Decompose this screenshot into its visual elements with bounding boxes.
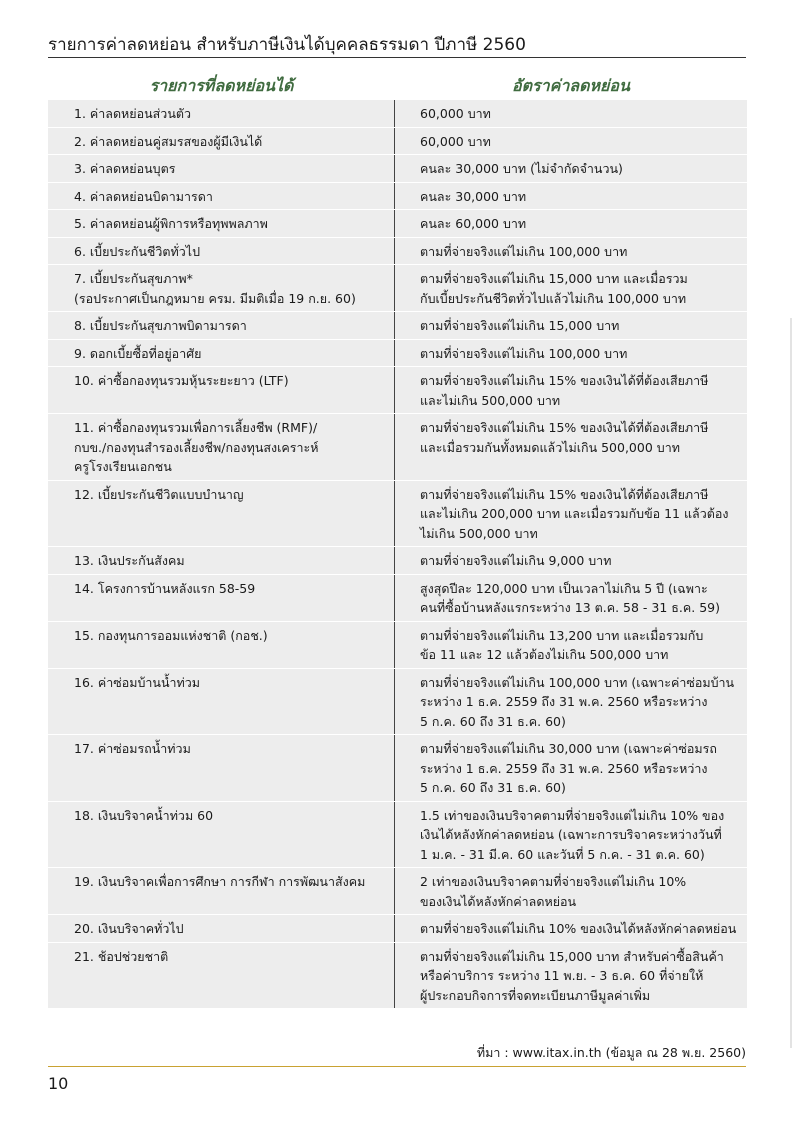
- rate-line: ตามที่จ่ายจริงแต่ไม่เกิน 15,000 บาท: [420, 318, 620, 333]
- rate-line: ตามที่จ่ายจริงแต่ไม่เกิน 15,000 บาท และเมื่อรวม: [420, 271, 688, 286]
- rate-line: เงินได้หลังหักค่าลดหย่อน (เฉพาะการบริจาคระหว่างวันที่: [420, 827, 722, 842]
- deduction-rate: [395, 100, 747, 127]
- item-line: 8. เบี้ยประกันสุขภาพบิดามารดา: [74, 318, 247, 333]
- rate-line: ข้อ 11 และ 12 แล้วต้องไม่เกิน 500,000 บาท: [420, 647, 669, 662]
- rate-line: ไม่เกิน 500,000 บาท: [420, 525, 538, 541]
- deduction-item: [48, 367, 395, 413]
- deduction-item: [48, 669, 395, 735]
- item-line: 5. ค่าลดหย่อนผู้พิการหรือทุพพลภาพ: [74, 216, 268, 231]
- deduction-rate: [395, 915, 747, 942]
- table-row: [48, 265, 747, 312]
- deduction-item: [48, 155, 395, 182]
- deduction-item: [48, 915, 395, 942]
- item-line: 11. ค่าซื้อกองทุนรวมเพื่อการเลี้ยงชีพ (RMF)/: [74, 420, 318, 435]
- item-line: 18. เงินบริจาคน้ำท่วม 60: [74, 807, 214, 823]
- rate-line: 1.5 เท่าของเงินบริจาคตามที่จ่ายจริงแต่ไม่เกิน 10% ของ: [420, 807, 725, 823]
- rate-line: 60,000 บาท: [420, 133, 491, 149]
- table-row: [48, 575, 747, 622]
- rate-line: ผู้ประกอบกิจการที่จดทะเบียนภาษีมูลค่าเพิ่ม: [420, 987, 651, 1003]
- rate-line: คนละ 60,000 บาท: [420, 216, 527, 231]
- item-line: 2. ค่าลดหย่อนคู่สมรสของผู้มีเงินได้: [74, 133, 263, 149]
- deduction-item: [48, 735, 395, 801]
- deduction-rate: [395, 238, 747, 265]
- item-line: 16. ค่าซ่อมบ้านน้ำท่วม: [74, 674, 201, 690]
- deduction-rate: [395, 735, 747, 801]
- deduction-rate: [395, 622, 747, 668]
- rate-line: กับเบี้ยประกันชีวิตทั่วไปแล้วไม่เกิน 100,000 บาท: [420, 290, 687, 306]
- table-row: [48, 128, 747, 156]
- deduction-rate: [395, 943, 747, 1009]
- item-line: ครูโรงเรียนเอกชน: [74, 459, 172, 474]
- rate-line: และไม่เกิน 200,000 บาท และเมื่อรวมกับข้อ 11 แล้วต้อง: [420, 506, 729, 521]
- rate-line: ตามที่จ่ายจริงแต่ไม่เกิน 100,000 บาท: [420, 345, 628, 361]
- deduction-item: [48, 183, 395, 210]
- rate-line: คนละ 30,000 บาท (ไม่จำกัดจำนวน): [420, 161, 623, 176]
- deduction-rate: [395, 210, 747, 237]
- deduction-rate: [395, 868, 747, 914]
- table-row: [48, 481, 747, 548]
- item-line: 13. เงินประกันสังคม: [74, 553, 185, 568]
- rate-line: และเมื่อรวมกันทั้งหมดแล้วไม่เกิน 500,000 บาท: [420, 439, 680, 455]
- header-deduction-rate: อัตราค่าลดหย่อน: [512, 76, 630, 95]
- rate-line: ระหว่าง 1 ธ.ค. 2559 ถึง 31 พ.ค. 2560 หรือระหว่าง: [420, 694, 708, 709]
- rate-line: ของเงินได้หลังหักค่าลดหย่อน: [420, 893, 577, 909]
- deduction-rate: [395, 183, 747, 210]
- rate-line: 5 ก.ค. 60 ถึง 31 ธ.ค. 60): [420, 780, 566, 795]
- source-note: ที่มา : www.itax.in.th (ข้อมูล ณ 28 พ.ย. 2560): [476, 1045, 746, 1060]
- table-row: [48, 735, 747, 802]
- rate-line: คนละ 30,000 บาท: [420, 188, 527, 204]
- deduction-rate: [395, 481, 747, 547]
- table-row: [48, 669, 747, 736]
- item-line: 12. เบี้ยประกันชีวิตแบบบำนาญ: [74, 486, 244, 502]
- deduction-rate: [395, 414, 747, 480]
- deduction-rate: [395, 367, 747, 413]
- table-row: [48, 210, 747, 238]
- rate-line: ตามที่จ่ายจริงแต่ไม่เกิน 100,000 บาท (เฉพาะค่าซ่อมบ้าน: [420, 674, 735, 690]
- table-row: [48, 312, 747, 340]
- table-row: [48, 155, 747, 183]
- item-line: กบข./กองทุนสำรองเลี้ยงชีพ/กองทุนสงเคราะห์: [74, 439, 319, 455]
- rate-line: คนที่ซื้อบ้านหลังแรกระหว่าง 13 ต.ค. 58 - 31 ธ.ค. 59): [420, 600, 720, 615]
- deduction-table: [48, 72, 747, 1009]
- rate-line: ตามที่จ่ายจริงแต่ไม่เกิน 15% ของเงินได้ที่ต้องเสียภาษี: [420, 420, 709, 435]
- rate-line: ตามที่จ่ายจริงแต่ไม่เกิน 9,000 บาท: [420, 553, 612, 568]
- rate-line: ตามที่จ่ายจริงแต่ไม่เกิน 15,000 บาท สำหรับค่าซื้อสินค้า: [420, 948, 724, 964]
- deduction-item: [48, 868, 395, 914]
- deduction-item: [48, 481, 395, 547]
- table-row: [48, 238, 747, 266]
- table-row: [48, 367, 747, 414]
- table-row: [48, 622, 747, 669]
- deduction-rate: [395, 340, 747, 367]
- item-line: 10. ค่าซื้อกองทุนรวมหุ้นระยะยาว (LTF): [74, 373, 289, 388]
- deduction-item: [48, 802, 395, 868]
- deduction-item: [48, 414, 395, 480]
- deduction-item: [48, 575, 395, 621]
- table-row: [48, 868, 747, 915]
- footer-divider: [48, 1066, 746, 1067]
- rate-line: และไม่เกิน 500,000 บาท: [420, 392, 561, 408]
- table-body: [48, 100, 747, 1009]
- rate-line: ระหว่าง 1 ธ.ค. 2559 ถึง 31 พ.ค. 2560 หรือระหว่าง: [420, 760, 708, 776]
- table-row: [48, 100, 747, 128]
- rate-line: 5 ก.ค. 60 ถึง 31 ธ.ค. 60): [420, 713, 566, 729]
- item-line: 14. โครงการบ้านหลังแรก 58-59: [74, 580, 256, 596]
- item-line: 19. เงินบริจาคเพื่อการศึกษา การกีฬา การพัฒนาสังคม: [74, 874, 366, 889]
- rate-line: ตามที่จ่ายจริงแต่ไม่เกิน 15% ของเงินได้ที่ต้องเสียภาษี: [420, 373, 709, 388]
- deduction-item: [48, 340, 395, 367]
- title-divider: [48, 57, 746, 58]
- deduction-item: [48, 238, 395, 265]
- item-line: 15. กองทุนการออมแห่งชาติ (กอช.): [74, 627, 268, 643]
- table-row: [48, 547, 747, 575]
- deduction-rate: [395, 802, 747, 868]
- deduction-rate: [395, 547, 747, 574]
- deduction-rate: [395, 265, 747, 311]
- deduction-item: [48, 547, 395, 574]
- rate-line: ตามที่จ่ายจริงแต่ไม่เกิน 10% ของเงินได้หลังหักค่าลดหย่อน: [420, 921, 737, 936]
- table-header: [48, 72, 747, 100]
- table-row: [48, 340, 747, 368]
- table-row: [48, 943, 747, 1010]
- item-line: 3. ค่าลดหย่อนบุตร: [74, 161, 176, 176]
- document-title: รายการค่าลดหย่อน สำหรับภาษีเงินได้บุคคลธรรมดา ปีภาษี 2560: [48, 35, 526, 55]
- item-line: 21. ช้อปช่วยชาติ: [74, 948, 169, 964]
- table-row: [48, 802, 747, 869]
- deduction-rate: [395, 669, 747, 735]
- item-line: 1. ค่าลดหย่อนส่วนตัว: [74, 106, 192, 121]
- rate-line: 1 ม.ค. - 31 มี.ค. 60 และวันที่ 5 ก.ค. - 31 ต.ค. 60): [420, 846, 705, 862]
- deduction-item: [48, 128, 395, 155]
- item-line: 20. เงินบริจาคทั่วไป: [74, 921, 184, 936]
- rate-line: 2 เท่าของเงินบริจาคตามที่จ่ายจริงแต่ไม่เกิน 10%: [420, 874, 687, 889]
- deduction-rate: [395, 128, 747, 155]
- item-line: 4. ค่าลดหย่อนบิดามารดา: [74, 188, 213, 204]
- header-deductible-items: รายการที่ลดหย่อนได้: [149, 76, 294, 95]
- rate-line: สูงสุดปีละ 120,000 บาท เป็นเวลาไม่เกิน 5 ปี (เฉพาะ: [420, 580, 708, 596]
- deduction-rate: [395, 155, 747, 182]
- rate-line: ตามที่จ่ายจริงแต่ไม่เกิน 15% ของเงินได้ที่ต้องเสียภาษี: [420, 486, 709, 502]
- item-line: 7. เบี้ยประกันสุขภาพ*: [74, 271, 193, 286]
- rate-line: ตามที่จ่ายจริงแต่ไม่เกิน 100,000 บาท: [420, 243, 628, 259]
- deduction-rate: [395, 575, 747, 621]
- item-line: 17. ค่าซ่อมรถน้ำท่วม: [74, 741, 191, 756]
- item-line: (รอประกาศเป็นกฎหมาย ครม. มีมติเมื่อ 19 ก.ย. 60): [74, 290, 356, 306]
- table-row: [48, 414, 747, 481]
- table-row: [48, 915, 747, 943]
- deduction-item: [48, 312, 395, 339]
- deduction-item: [48, 622, 395, 668]
- deduction-item: [48, 210, 395, 237]
- table-row: [48, 183, 747, 211]
- rate-line: 60,000 บาท: [420, 106, 491, 121]
- deduction-item: [48, 100, 395, 127]
- page-number: 10: [48, 1074, 69, 1093]
- item-line: 6. เบี้ยประกันชีวิตทั่วไป: [74, 243, 201, 259]
- item-line: 9. ดอกเบี้ยซื้อที่อยู่อาศัย: [74, 345, 202, 361]
- rate-line: หรือค่าบริการ ระหว่าง 11 พ.ย. - 3 ธ.ค. 60 ที่จ่ายให้: [420, 968, 704, 983]
- deduction-item: [48, 265, 395, 311]
- deduction-rate: [395, 312, 747, 339]
- rate-line: ตามที่จ่ายจริงแต่ไม่เกิน 30,000 บาท (เฉพาะค่าซ่อมรถ: [420, 741, 717, 756]
- rate-line: ตามที่จ่ายจริงแต่ไม่เกิน 13,200 บาท และเมื่อรวมกับ: [420, 627, 704, 643]
- deduction-item: [48, 943, 395, 1009]
- margin-line: [790, 318, 792, 1048]
